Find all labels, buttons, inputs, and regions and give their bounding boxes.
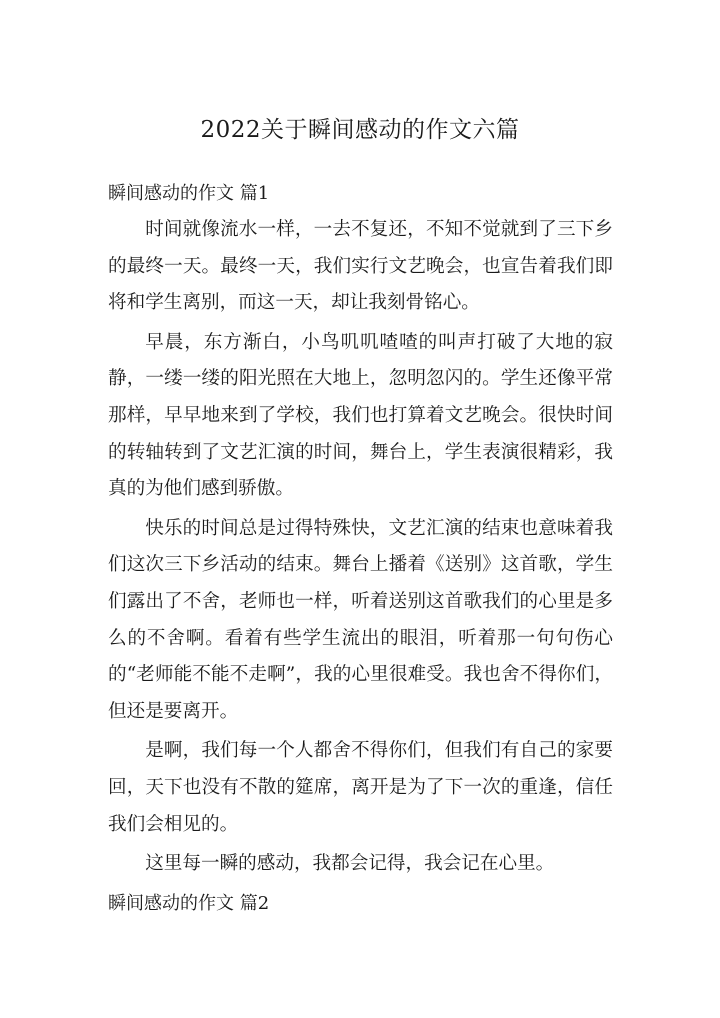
section-heading-2: 瞬间感动的作文 篇2 [108, 892, 270, 914]
paragraph: 早晨，东方渐白，小鸟叽叽喳喳的叫声打破了大地的寂静，一缕一缕的阳光照在大地上，忽明忽闪的。学生还像平常那样，早早地来到了学校，我们也打算着文艺晚会。很快时间的转轴转到了文艺汇演的时间，舞台上，学生表演很精彩，我真的为他们感到骄傲。 [108, 331, 613, 500]
section-heading-1: 瞬间感动的作文 篇1 [108, 183, 270, 204]
document-body [108, 176, 613, 922]
paragraph: 时间就像流水一样，一去不复还，不知不觉就到了三下乡的最终一天。最终一天，我们实行文艺晚会，也宣告着我们即将和学生离别，而这一天，却让我刻骨铭心。 [108, 219, 613, 314]
paragraph: 快乐的时间总是过得特殊快，文艺汇演的结束也意味着我们这次三下乡活动的结束。舞台上播着《送别》这首歌，学生们露出了不舍，老师也一样，听着送别这首歌我们的心里是多么的不舍啊。看着有些学生流出的眼泪，听着那一句句伤心的“老师能不能不走啊”，我的心里很难受。我也舍不得你们，但还是要离开。 [108, 517, 613, 722]
paragraph: 这里每一瞬的感动，我都会记得，我会记在心里。 [145, 853, 555, 875]
paragraph: 是啊，我们每一个人都舍不得你们，但我们有自己的家要回，天下也没有不散的筵席，离开是为了下一次的重逢，信任我们会相见的。 [108, 740, 613, 835]
document-title: 2022关于瞬间感动的作文六篇 [200, 117, 520, 143]
